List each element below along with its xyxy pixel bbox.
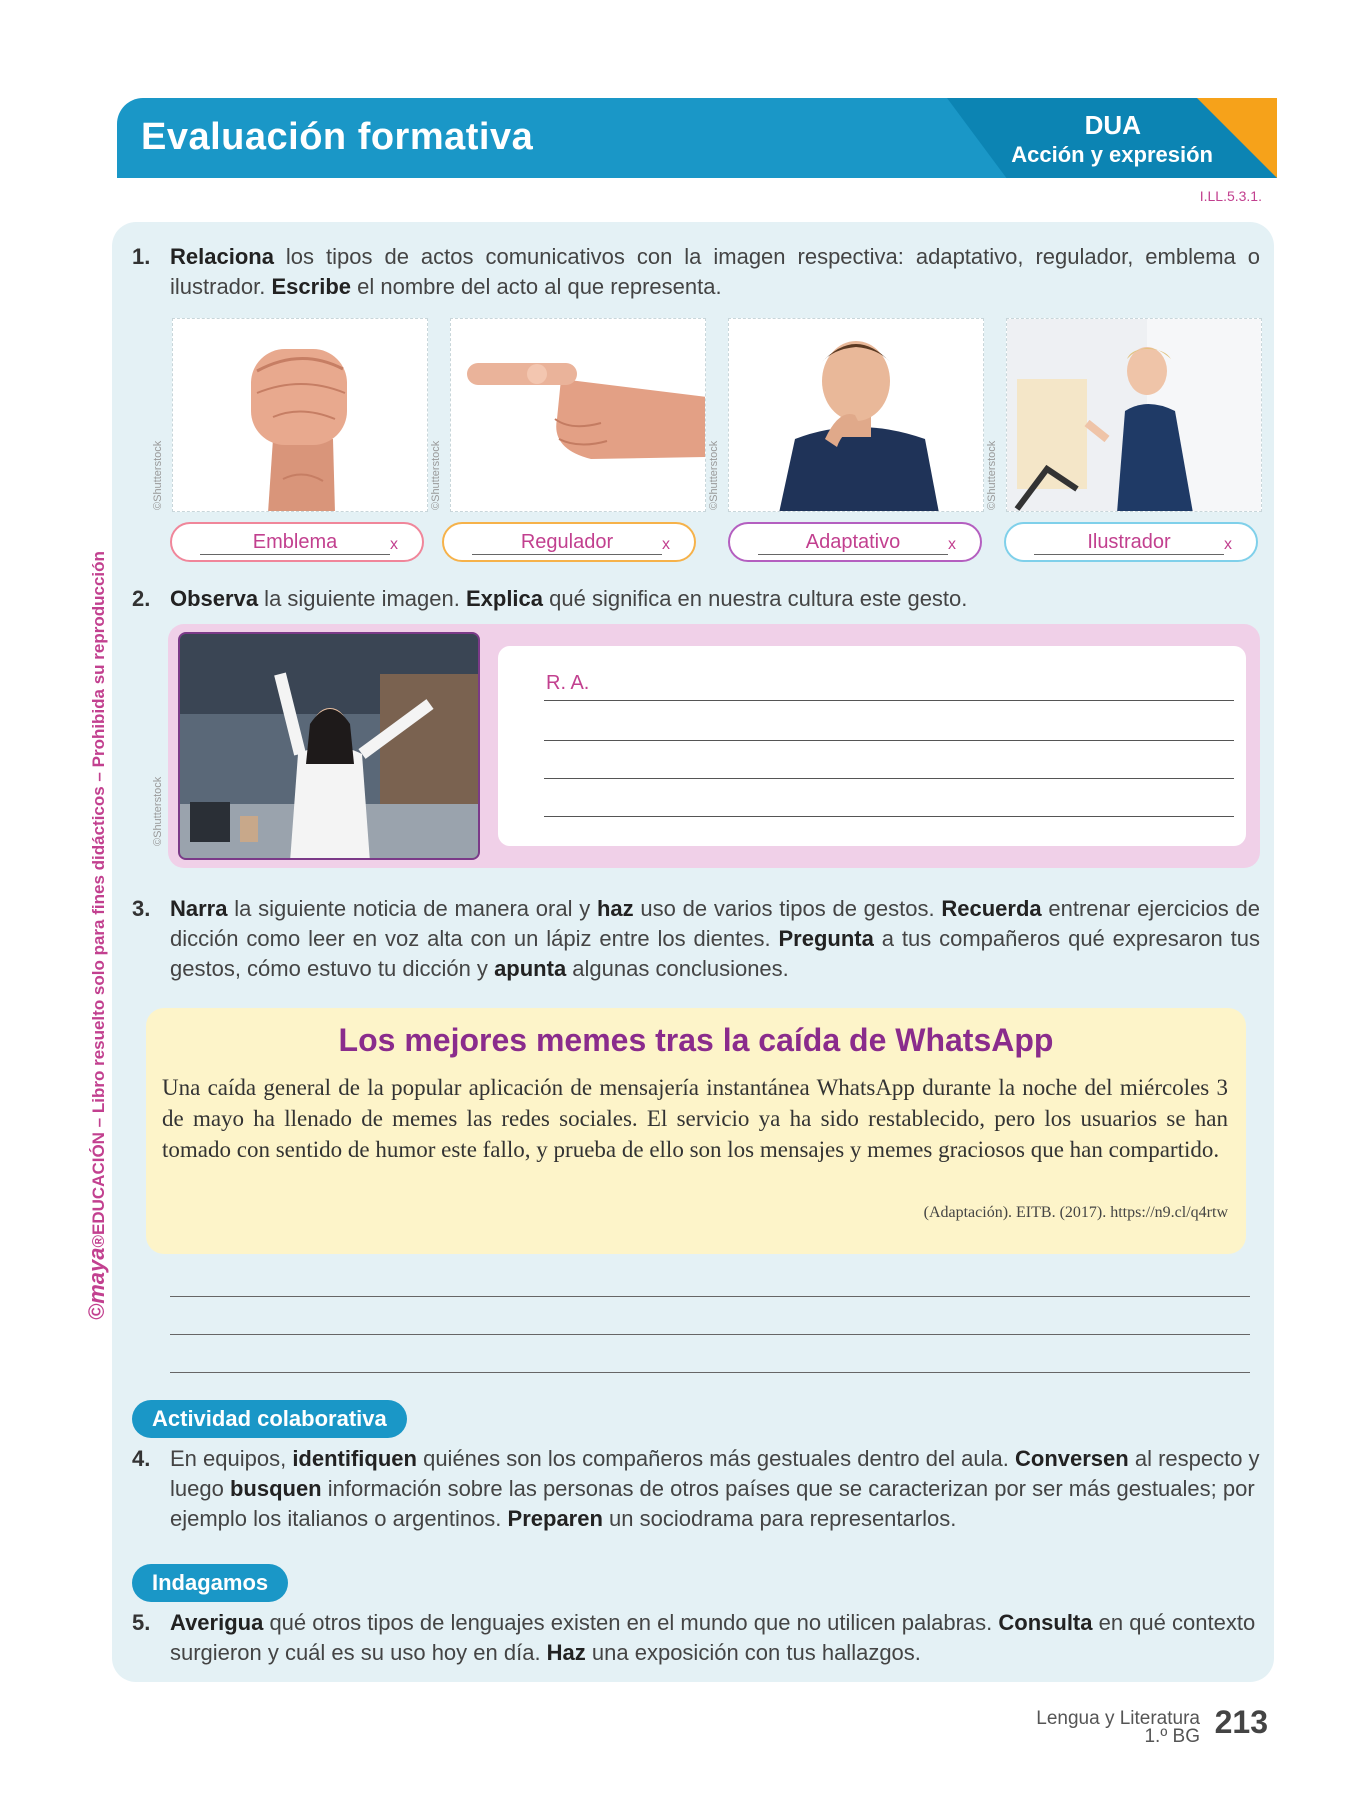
news-body: Una caída general de la popular aplicación de mensajería instantánea WhatsApp durante la noche del miércoles 3 de mayo ha llenado de memes las redes sociales. El servicio ya ha sido restablecido, pero los usuarios se han tomado con sentido de humor este fallo, y prueba de ello son los mensajes y memes graciosos que han compartido.: [162, 1075, 1228, 1162]
dua-subtitle: Acción y expresión: [1011, 142, 1213, 167]
skill-code: I.LL.5.3.1.: [1199, 188, 1262, 204]
answer-pill-4: [1004, 522, 1258, 562]
answer-text: Regulador: [472, 530, 662, 555]
page-title: Evaluación formativa: [141, 116, 534, 158]
collaborative-activity-tag: Actividad colaborativa: [132, 1400, 407, 1438]
fist-illustration: [173, 319, 428, 512]
check-mark: x: [1224, 536, 1232, 553]
side-copyright-text: ®EDUCACIÓN – Libro resuelto solo para fines didácticos – Prohibida su reproducción: [89, 551, 108, 1248]
news-title: Los mejores memes tras la caída de WhatsApp: [338, 1022, 1054, 1058]
side-copyright: [84, 551, 110, 1320]
question-3: 3. Narra la siguiente noticia de manera oral y haz uso de varios tipos de gestos. Recuerda entrenar ejercicios de dicción como leer en voz alta con un lápiz entre los dientes. Pregunta a tus compañeros qué expresaron tus gestos, cómo estuvo tu dicción y apunta algunas conclusiones.: [132, 896, 1260, 981]
pointing-hand-illustration: [451, 319, 706, 512]
image-thinking-man: [728, 318, 984, 512]
footer-subject: Lengua y Literatura 1.º BG: [1036, 1708, 1200, 1747]
woman-stretching-illustration: [180, 634, 480, 860]
news-source: (Adaptación). EITB. (2017). https://n9.cl/q4rtw: [923, 1204, 1228, 1221]
image-fist: [172, 318, 428, 512]
answer-pill-1: [170, 522, 424, 562]
thinking-man-illustration: [729, 319, 984, 512]
question-number: 2.: [132, 586, 151, 611]
brand-logo: ©maya: [84, 1247, 109, 1320]
check-mark: x: [390, 536, 398, 553]
check-mark: x: [948, 536, 956, 553]
writing-line: [170, 1296, 1250, 1297]
news-box: [146, 1008, 1246, 1254]
writing-line: [170, 1334, 1250, 1335]
photo-credit: ©Shutterstock: [152, 440, 164, 510]
writing-line: [544, 778, 1234, 779]
answer-text: R. A.: [546, 672, 590, 694]
image-pointing-hand: [450, 318, 706, 512]
answer-pill-3: [728, 522, 982, 562]
photo-credit: ©Shutterstock: [430, 440, 442, 510]
question-4: 4. En equipos, identifiquen quiénes son los compañeros más gestuales dentro del aula. Conversen al respecto y luego busquen información sobre las personas de otros países que se caracterizan por ser más gestuales; por ejemplo los italianos o argentinos. Preparen un sociodrama para representarlos.: [132, 1446, 1260, 1531]
writing-line: [544, 740, 1234, 741]
photo-credit: ©Shutterstock: [152, 776, 164, 846]
page-number: 213: [1214, 1704, 1268, 1740]
question-5: 5. Averigua qué otros tipos de lenguajes existen en el mundo que no utilicen palabras. Consulta en qué contexto surgieron y cuál es su uso hoy en día. Haz una exposición con tus hallazgos.: [132, 1610, 1256, 1665]
question-number: 3.: [132, 896, 151, 921]
answer-area[interactable]: [498, 646, 1246, 846]
check-mark: x: [662, 536, 670, 553]
section-header: [117, 98, 1277, 178]
question-2-box: [168, 624, 1260, 868]
answer-text: Ilustrador: [1034, 530, 1224, 555]
answer-text: Adaptativo: [758, 530, 948, 555]
writing-line: [544, 816, 1234, 817]
photo-credit: ©Shutterstock: [986, 440, 998, 510]
image-presenting-woman: [1006, 318, 1262, 512]
question-2: 2. Observa la siguiente imagen. Explica qué significa en nuestra cultura este gesto.: [170, 584, 1260, 614]
inquiry-tag: Indagamos: [132, 1564, 288, 1602]
answer-text: Emblema: [200, 530, 390, 555]
presenting-woman-illustration: [1007, 319, 1262, 512]
question-1: 1. Relaciona los tipos de actos comunicativos con la imagen respectiva: adaptativo, regulador, emblema o ilustrador. Escribe el nombre del acto al que representa.: [132, 244, 1260, 299]
answer-pill-2: [442, 522, 696, 562]
question-number: 4.: [132, 1446, 151, 1471]
image-woman-stretching: [178, 632, 480, 860]
writing-line: [170, 1372, 1250, 1373]
dua-title: DUA: [1084, 110, 1141, 140]
question-number: 5.: [132, 1610, 151, 1635]
writing-line: [544, 700, 1234, 701]
photo-credit: ©Shutterstock: [708, 440, 720, 510]
question-number: 1.: [132, 244, 151, 269]
